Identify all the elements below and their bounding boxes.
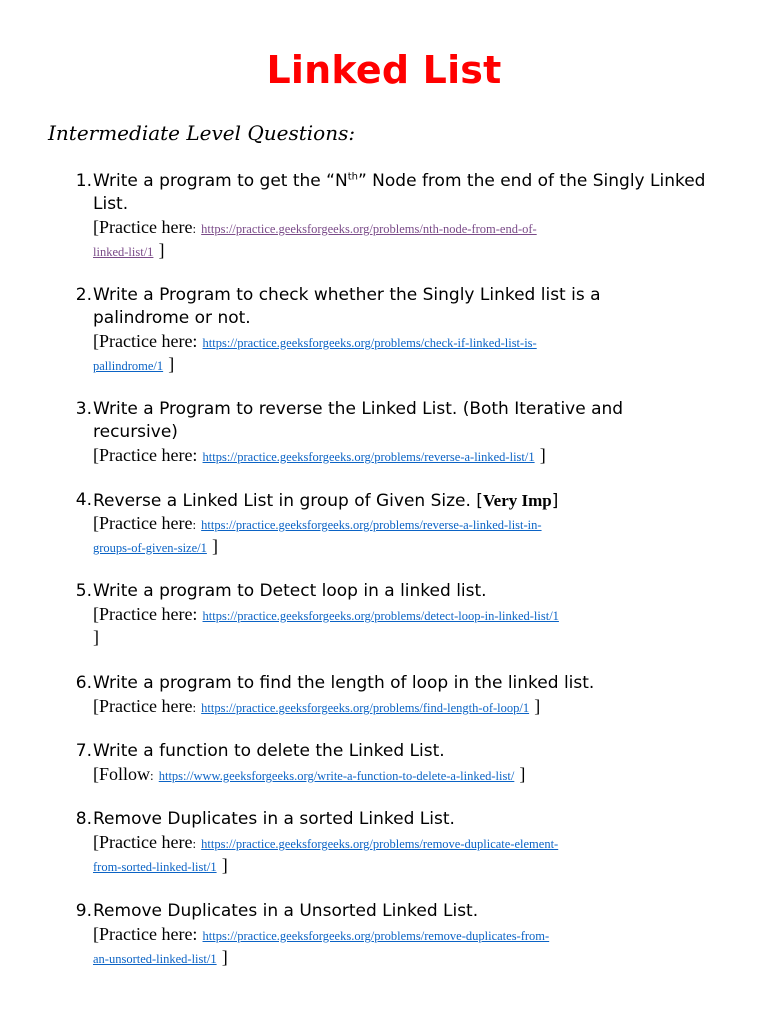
practice-link[interactable]: https://www.geeksforgeeks.org/write-a-function-to-delete-a-linked-list/ <box>158 769 515 783</box>
practice-link[interactable]: groups-of-given-size/1 <box>93 541 207 555</box>
close-bracket: ] <box>168 354 175 374</box>
question-text: ” Node from the end of the Singly Linked <box>357 171 706 191</box>
practice-label: [Follow <box>93 764 151 784</box>
list-item-7 <box>68 740 748 786</box>
item-number: 8. <box>75 809 92 829</box>
practice-colon: : <box>192 836 197 851</box>
practice-colon: : <box>192 700 197 715</box>
practice-link[interactable]: https://practice.geeksforgeeks.org/problems/check-if-linked-list-is- <box>202 336 537 350</box>
item-number: 5. <box>75 581 92 601</box>
list-item-9 <box>68 900 748 969</box>
item-number: 6. <box>75 673 92 693</box>
practice-link[interactable]: https://practice.geeksforgeeks.org/problems/detect-loop-in-linked-list/1 <box>202 609 559 623</box>
very-important-tag: Very Imp <box>482 491 552 510</box>
question-text: Write a program to get the “N <box>93 171 348 191</box>
practice-label: [Practice here: <box>93 604 198 624</box>
close-bracket: ] <box>539 445 546 465</box>
practice-colon: : <box>192 221 197 236</box>
question-text: ] <box>551 491 559 511</box>
practice-link[interactable]: linked-list/1 <box>93 245 154 259</box>
list-item-4 <box>68 489 748 558</box>
practice-label: [Practice here <box>93 696 193 716</box>
list-item-3 <box>68 398 748 467</box>
practice-link[interactable]: pallindrome/1 <box>93 359 164 373</box>
practice-link[interactable]: an-unsorted-linked-list/1 <box>93 952 217 966</box>
question-text: Write a program to Detect loop in a linked list. <box>93 581 487 601</box>
list-item-1 <box>68 170 748 262</box>
question-text: Write a Program to check whether the Singly Linked list is a <box>93 285 601 305</box>
practice-link[interactable]: https://practice.geeksforgeeks.org/problems/find-length-of-loop/1 <box>201 701 530 715</box>
practice-link[interactable]: https://practice.geeksforgeeks.org/problems/nth-node-from-end-of- <box>201 222 537 236</box>
item-number: 1. <box>75 171 92 191</box>
close-bracket: ] <box>221 947 228 967</box>
close-bracket: ] <box>221 855 228 875</box>
list-item-6 <box>68 672 748 718</box>
question-text: Write a function to delete the Linked List. <box>93 741 445 761</box>
practice-link[interactable]: https://practice.geeksforgeeks.org/problems/reverse-a-linked-list/1 <box>202 450 535 464</box>
list-item-2 <box>68 284 748 376</box>
question-text: Write a program to find the length of loop in the linked list. <box>93 673 595 693</box>
question-text: palindrome or not. <box>93 308 251 328</box>
practice-colon: : <box>192 517 197 532</box>
close-bracket: ] <box>158 240 165 260</box>
section-subtitle: Intermediate Level Questions: <box>48 121 356 145</box>
practice-label: [Practice here <box>93 513 193 533</box>
page-title: Linked List <box>266 48 502 92</box>
question-text: Remove Duplicates in a Unsorted Linked List. <box>93 901 479 921</box>
item-number: 7. <box>75 741 92 761</box>
list-item-5 <box>68 580 748 649</box>
practice-link[interactable]: https://practice.geeksforgeeks.org/problems/reverse-a-linked-list-in- <box>201 518 542 532</box>
practice-colon: : <box>150 768 154 783</box>
item-number: 4. <box>75 490 92 510</box>
practice-link[interactable]: https://practice.geeksforgeeks.org/problems/remove-duplicates-from- <box>202 929 550 943</box>
question-text: Reverse a Linked List in group of Given Size. [ <box>93 491 483 511</box>
close-bracket: ] <box>93 627 99 647</box>
close-bracket: ] <box>534 696 541 716</box>
question-text: Write a Program to reverse the Linked List. (Both Iterative and <box>93 399 624 419</box>
practice-link[interactable]: https://practice.geeksforgeeks.org/problems/remove-duplicate-element- <box>201 837 559 851</box>
practice-label: [Practice here: <box>93 445 198 465</box>
item-number: 3. <box>75 399 92 419</box>
item-number: 9. <box>75 901 92 921</box>
question-text: List. <box>93 194 129 214</box>
practice-label: [Practice here: <box>93 924 198 944</box>
practice-label: [Practice here <box>93 217 193 237</box>
close-bracket: ] <box>519 764 526 784</box>
practice-label: [Practice here: <box>93 331 198 351</box>
practice-label: [Practice here <box>93 832 193 852</box>
close-bracket: ] <box>211 536 218 556</box>
practice-link[interactable]: from-sorted-linked-list/1 <box>93 860 217 874</box>
item-number: 2. <box>75 285 92 305</box>
question-text: recursive) <box>93 422 178 442</box>
superscript: th <box>347 171 358 183</box>
list-item-8 <box>68 808 748 877</box>
question-text: Remove Duplicates in a sorted Linked List. <box>93 809 455 829</box>
